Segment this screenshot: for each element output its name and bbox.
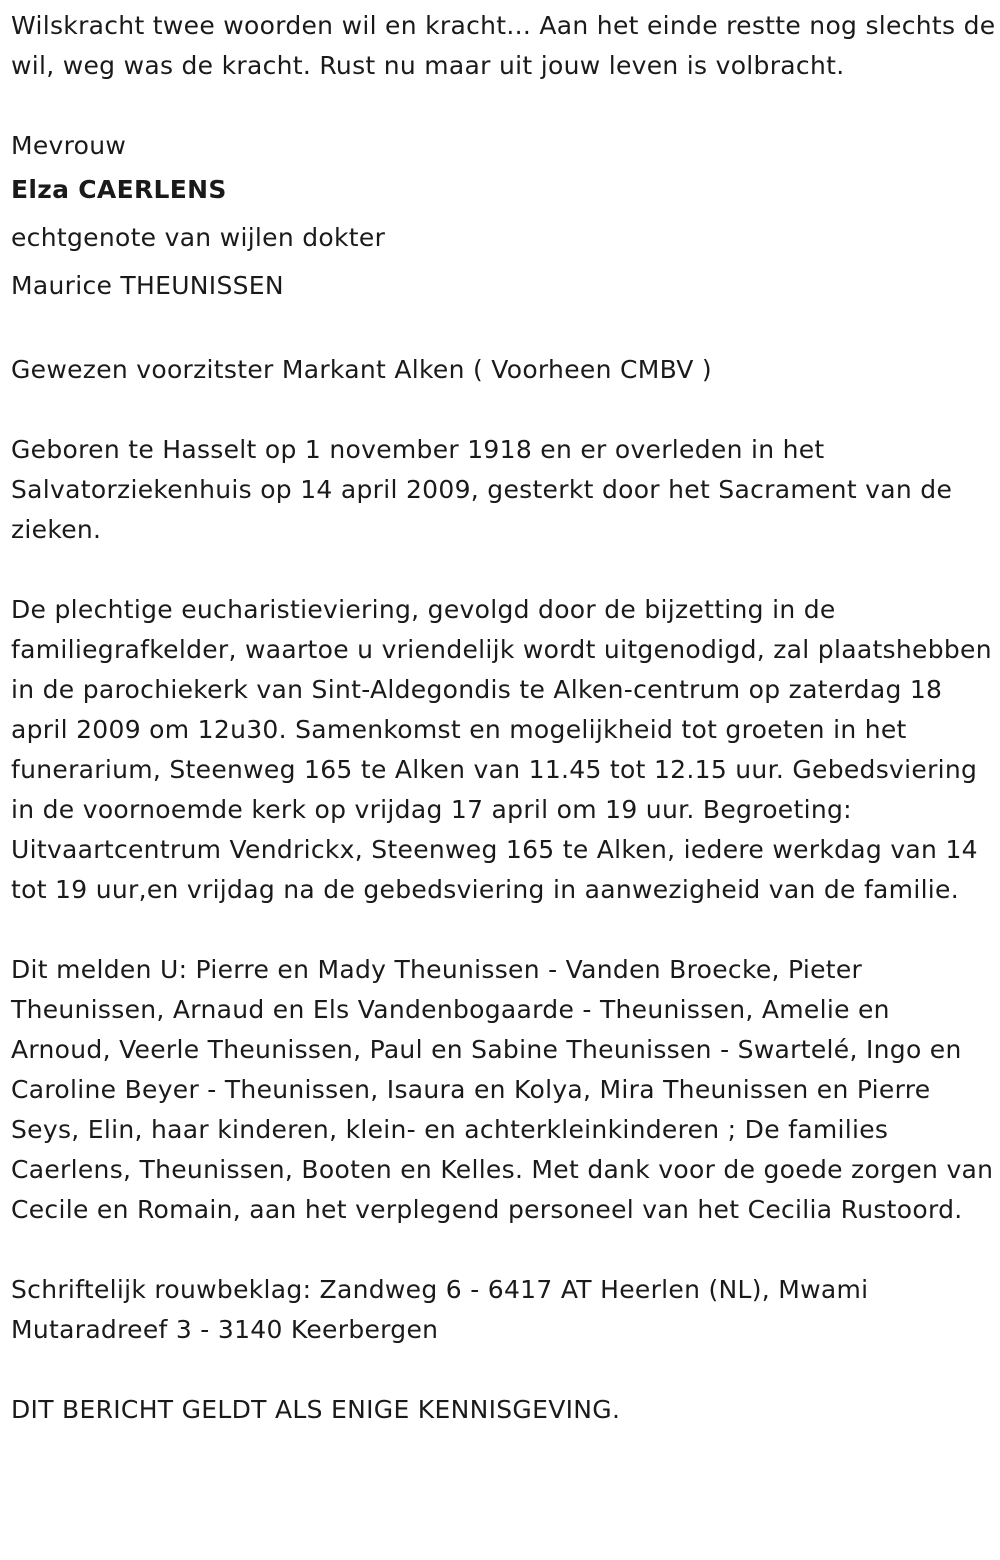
motto-paragraph: Wilskracht twee woorden wil en kracht... Aan het einde restte nog slechts de wil, weg was de kracht. Rust nu maar uit jouw leven is volbracht. <box>11 11 996 80</box>
condolences-paragraph: Schriftelijk rouwbeklag: Zandweg 6 - 6417 AT Heerlen (NL), Mwami Mutaradreef 3 - 3140 Keerbergen <box>11 1275 869 1344</box>
spouse-line: echtgenote van wijlen dokter <box>11 223 386 252</box>
role-paragraph: Gewezen voorzitster Markant Alken ( Voorheen CMBV ) <box>11 355 712 384</box>
spacer <box>11 390 996 430</box>
birth-death-paragraph: Geboren te Hasselt op 1 november 1918 en er overleden in het Salvatorziekenhuis op 14 april 2009, gesterkt door het Sacrament van de zieken. <box>11 435 953 544</box>
spacer <box>11 550 996 590</box>
spacer <box>11 1230 996 1270</box>
ceremony-paragraph: De plechtige eucharistieviering, gevolgd door de bijzetting in de familiegrafkelder, waartoe u vriendelijk wordt uitgenodigd, zal plaatshebben in de parochiekerk van Sint-Aldegondis te Alken-centrum op zaterdag 18 april 2009 om 12u30. Samenkomst en mogelijkheid tot groeten in het funerarium, Steenweg 165 te Alken van 11.45 tot 12.15 uur. Gebedsviering in de voornoemde kerk op vrijdag 17 april om 19 uur. Begroeting: Uitvaartcentrum Vendrickx, Steenweg 165 te Alken, iedere werkdag van 14 tot 19 uur,en vrijdag na de gebedsviering in aanwezigheid van de familie. <box>11 595 992 904</box>
deceased-name: Elza CAERLENS <box>11 175 227 204</box>
obituary-document <box>11 6 996 1430</box>
honorific: Mevrouw <box>11 131 127 160</box>
spacer <box>11 310 996 350</box>
family-paragraph: Dit melden U: Pierre en Mady Theunissen - Vanden Broecke, Pieter Theunissen, Arnaud en Els Vandenbogaarde - Theunissen, Amelie en Arnoud, Veerle Theunissen, Paul en Sabine Theunissen - Swartelé, Ingo en Caroline Beyer - Theunissen, Isaura en Kolya, Mira Theunissen en Pierre Seys, Elin, haar kinderen, klein- en achterkleinkinderen ; De families Caerlens, Theunissen, Booten en Kelles. Met dank voor de goede zorgen van Cecile en Romain, aan het verplegend personeel van het Cecilia Rustoord. <box>11 955 994 1224</box>
spacer <box>11 910 996 950</box>
spacer <box>11 1350 996 1390</box>
deceased-block <box>11 126 996 310</box>
spacer <box>11 86 996 126</box>
spouse-name: Maurice THEUNISSEN <box>11 271 284 300</box>
notice-paragraph: DIT BERICHT GELDT ALS ENIGE KENNISGEVING. <box>11 1395 621 1424</box>
